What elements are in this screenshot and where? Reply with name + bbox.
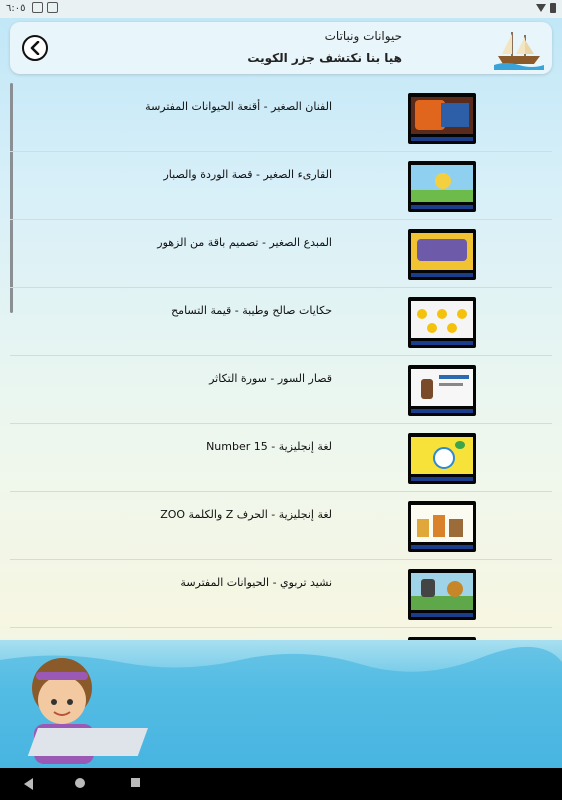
wifi-icon [536, 4, 546, 12]
list-item-label: القارىء الصغير - قصة الوردة والصبار [163, 168, 332, 181]
video-thumbnail [408, 569, 476, 620]
page-title: حيوانات ونباتات [324, 29, 402, 43]
list-item[interactable] [10, 356, 552, 424]
list-item[interactable] [10, 152, 552, 220]
video-thumbnail [408, 161, 476, 212]
chevron-left-icon [29, 41, 41, 55]
list-item-label: لغة إنجليزية - Number 15 [206, 440, 332, 453]
list-item-label: حكايات صالح وطيبة - قيمة التسامح [171, 304, 332, 317]
video-thumbnail [408, 433, 476, 484]
battery-icon [550, 3, 556, 13]
video-thumbnail [408, 297, 476, 348]
list-item[interactable] [10, 288, 552, 356]
list-item-label: الفنان الصغير - أقنعة الحيوانات المفترسة [145, 100, 332, 113]
nav-home-icon[interactable] [75, 778, 85, 788]
list-item-label: نشيد تربوي - الحيوانات المفترسة [180, 576, 332, 589]
sea-background [0, 640, 562, 768]
status-bar [0, 0, 562, 18]
ship-logo-icon [494, 26, 544, 70]
list-item[interactable] [10, 560, 552, 628]
list-item-label: المبدع الصغير - تصميم باقة من الزهور [157, 236, 332, 249]
video-thumbnail [408, 93, 476, 144]
video-thumbnail [408, 365, 476, 416]
video-thumbnail [408, 229, 476, 280]
back-button[interactable] [22, 35, 48, 61]
video-thumbnail [408, 501, 476, 552]
status-time: ٦:٠٥ [6, 3, 26, 14]
list-item-label: قصار السور - سورة التكاثر [209, 372, 332, 385]
notification-icon [47, 2, 58, 13]
list-item-label: لغة إنجليزية - الحرف Z والكلمة ZOO [160, 508, 332, 521]
nav-recents-icon[interactable] [131, 778, 140, 787]
girl-illustration-icon [0, 640, 562, 768]
video-list [10, 84, 552, 648]
page-subtitle: هيا بنا نكتشف جزر الكويت [247, 51, 402, 65]
list-item[interactable] [10, 84, 552, 152]
notification-icons [32, 2, 58, 13]
header [10, 22, 552, 74]
list-item[interactable] [10, 492, 552, 560]
nav-back-icon[interactable] [24, 778, 33, 790]
system-nav-bar [0, 768, 562, 800]
list-item[interactable] [10, 220, 552, 288]
notification-icon [32, 2, 43, 13]
list-item[interactable] [10, 424, 552, 492]
